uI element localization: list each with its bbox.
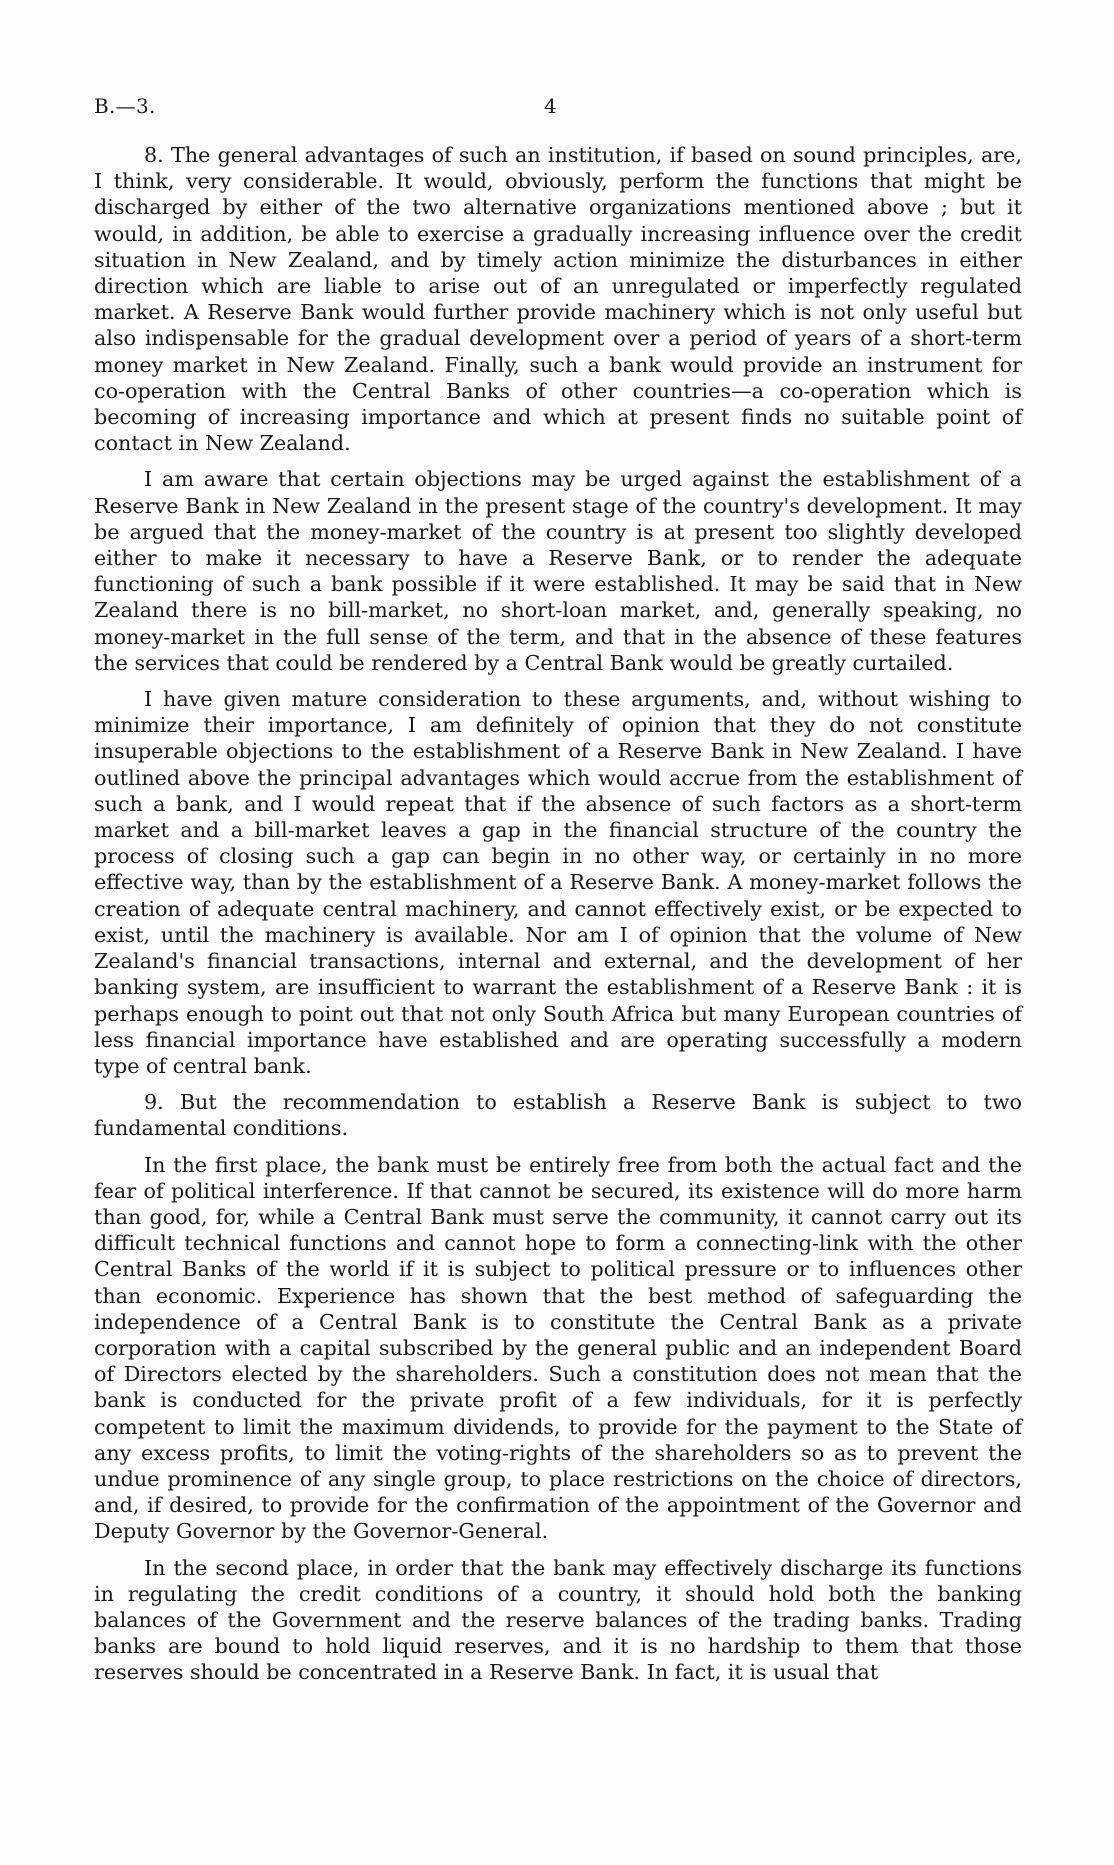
page-header [94,94,1024,124]
paragraph-9-conditions: 9. But the recommendation to establish a Reserve Bank is subject to two fundamental conditions. [94,1090,1022,1141]
page-number: 4 [544,94,557,118]
body-text [94,142,1022,1696]
paragraph-objections: I am aware that certain objections may be urged against the establishment of a Reserve Bank in New Zealand in the present stage of the country's development. It may be argued that the money-market of the country is at present too slightly developed either to make it necessary to have a Reserve Bank, or to render the adequate functioning of such a bank possible if it were established. It may be said that in New Zealand there is no bill-market, no short-loan market, and, generally speaking, no money-market in the full sense of the term, and that in the absence of these features the services that could be rendered by a Central Bank would be greatly curtailed. [94,467,1022,675]
document-reference: B.—3. [94,94,156,118]
paragraph-first-condition: In the first place, the bank must be entirely free from both the actual fact and the fear of political interference. If that cannot be secured, its existence will do more harm than good, for, while a Central Bank must serve the community, it cannot carry out its difficult technical functions and cannot hope to form a connecting-link with the other Central Banks of the world if it is subject to political pressure or to influences other than economic. Experience has shown that the best method of safeguarding the independence of a Central Bank is to constitute the Central Bank as a private corporation with a capital subscribed by the general public and an independent Board of Directors elected by the shareholders. Such a constitution does not mean that the bank is conducted for the private profit of a few individuals, for it is perfectly competent to limit the maximum dividends, to provide for the payment to the State of any excess profits, to limit the voting-rights of the shareholders so as to prevent the undue prominence of any single group, to place restrictions on the choice of directors, and, if desired, to provide for the confirmation of the appointment of the Governor and Deputy Governor by the Governor-General. [94,1152,1022,1544]
paragraph-second-condition: In the second place, in order that the bank may effectively discharge its functions in regulating the credit conditions of a country, it should hold both the banking balances of the Government and the reserve balances of the trading banks. Trading banks are bound to hold liquid reserves, and it is no hardship to them that those reserves should be concentrated in a Reserve Bank. In fact, it is usual that [94,1555,1022,1685]
paragraph-8-advantages: 8. The general advantages of such an institution, if based on sound principles, are, I think, very considerable. It would, obviously, perform the functions that might be discharged by either of the two alternative organizations mentioned above ; but it would, in addition, be able to exercise a gradually increasing influence over the credit situation in New Zealand, and by timely action minimize the disturbances in either direction which are liable to arise out of an unregulated or imperfectly regulated market. A Reserve Bank would further provide machinery which is not only useful but also indispensable for the gradual development over a period of years of a short-term money market in New Zealand. Finally, such a bank would provide an instrument for co-operation with the Central Banks of other countries—a co-operation which is becoming of increasing importance and which at present finds no suitable point of contact in New Zealand. [94,143,1022,456]
paragraph-consideration: I have given mature consideration to these arguments, and, without wishing to minimize their importance, I am definitely of opinion that they do not constitute insuperable objections to the establishment of a Reserve Bank in New Zealand. I have outlined above the principal advantages which would accrue from the establishment of such a bank, and I would repeat that if the absence of such factors as a short-term market and a bill-market leaves a gap in the financial structure of the country the process of closing such a gap can begin in no other way, or certainly in no more effective way, than by the establishment of a Reserve Bank. A money-market follows the creation of adequate central machinery, and cannot effectively exist, or be expected to exist, until the machinery is available. Nor am I of opinion that the volume of New Zealand's financial transactions, internal and external, and the development of her banking system, are insufficient to warrant the establishment of a Reserve Bank : it is perhaps enough to point out that not only South Africa but many European countries of less financial importance have established and are operating successfully a modern type of central bank. [94,687,1022,1078]
